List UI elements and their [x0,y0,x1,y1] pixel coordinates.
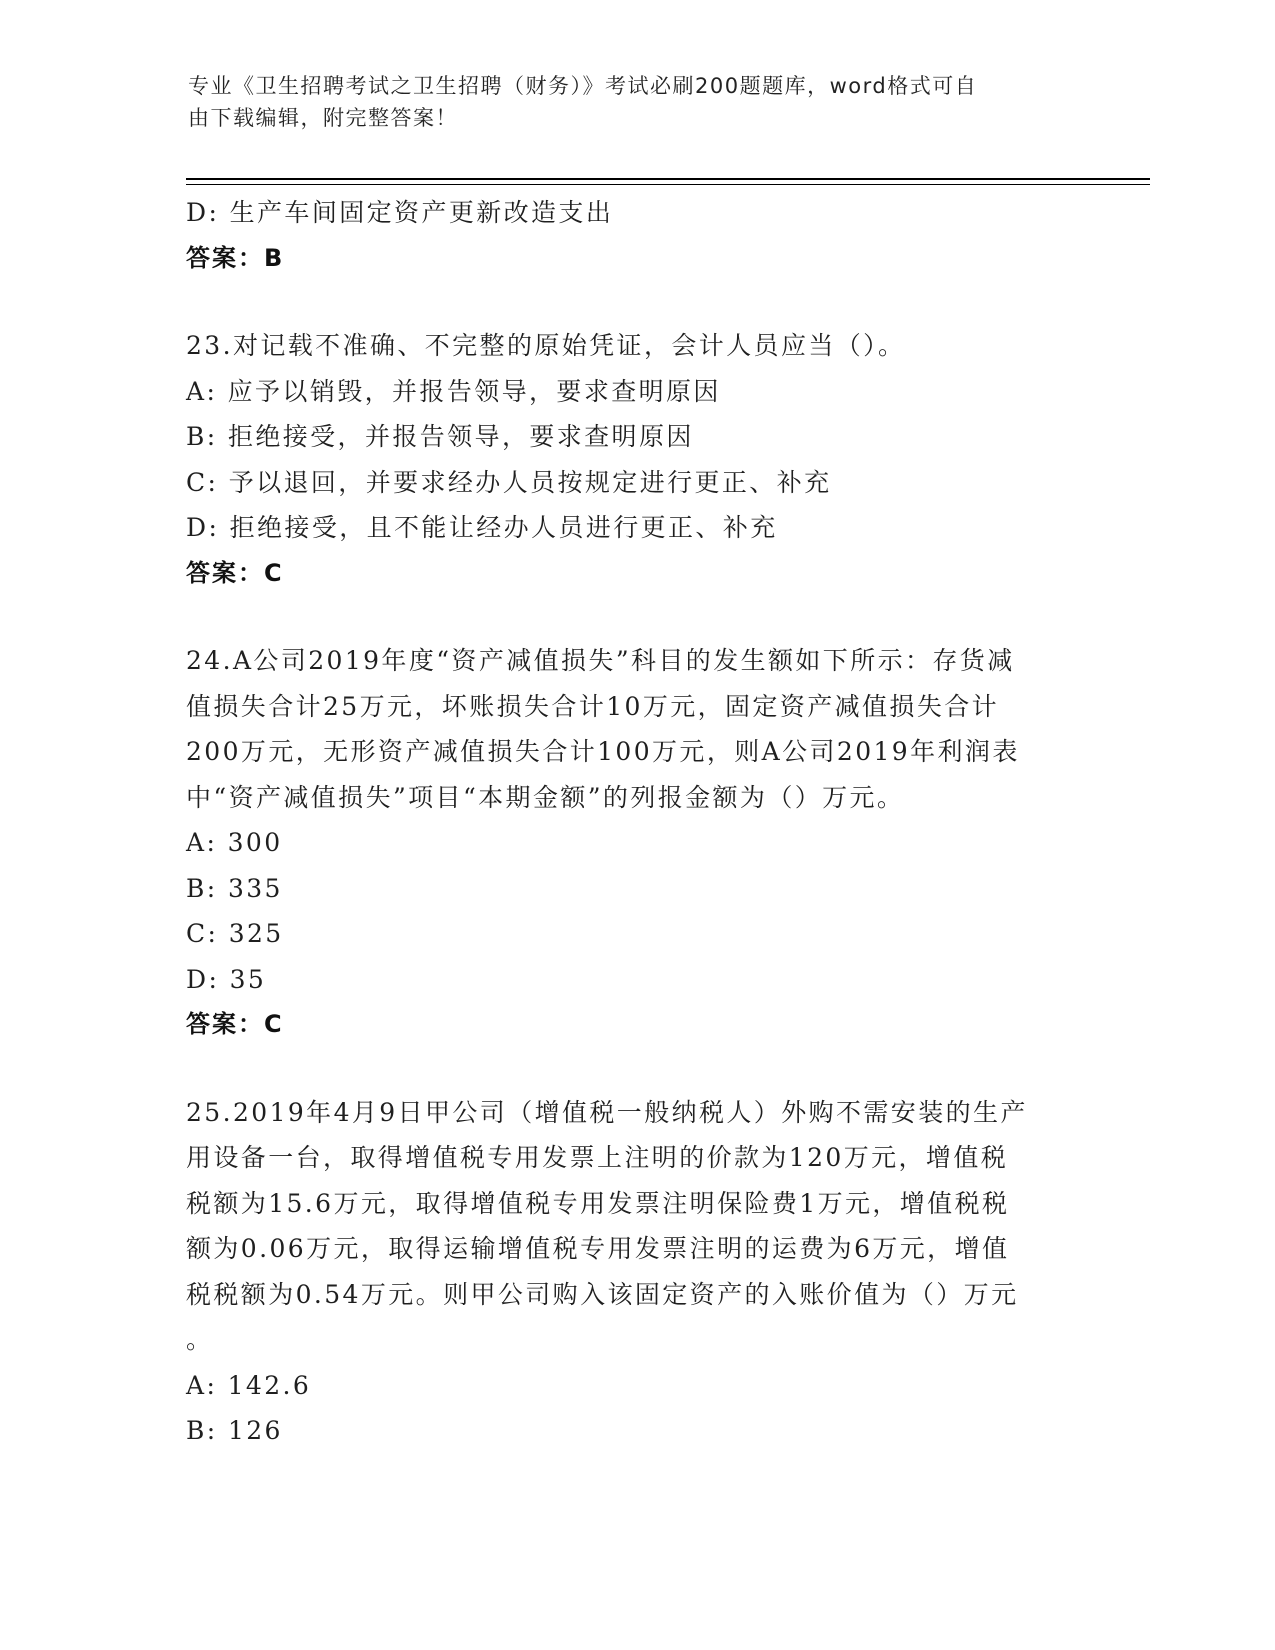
question-stem-line: 值损失合计25万元，坏账损失合计10万元，固定资产减值损失合计 [186,691,1000,721]
option-b: B: 335 [186,873,283,903]
spacer [186,1048,1086,1090]
question-stem-line: 200万元，无形资产减值损失合计100万元，则A公司2019年利润表 [186,737,1020,766]
question-stem-line: 税额为15.6万元，取得增值税专用发票注明保险费1万元，增值税税 [186,1188,1010,1218]
question-stem-line: 24.A公司2019年度“资产减值损失”科目的发生额如下所示：存货减 [186,646,1015,675]
answer-label: 答案：C [186,558,284,587]
option-c: C: 325 [186,919,284,948]
header-line-2: 由下载编辑，附完整答案！ [188,106,458,130]
option-d: D: 拒绝接受，且不能让经办人员进行更正、补充 [186,513,778,542]
option-d: D: 生产车间固定资产更新改造支出 [186,198,614,227]
option-d: D: 35 [186,964,267,994]
page-header [188,70,1068,134]
spacer [186,281,1086,323]
header-line-1: 专业《卫生招聘考试之卫生招聘（财务）》考试必刷200题题库，word格式可自 [188,74,978,98]
spacer [186,596,1086,638]
question-23 [186,323,1086,596]
option-b: B: 126 [186,1416,283,1445]
question-stem-line: 税税额为0.54万元。则甲公司购入该固定资产的入账价值为（）万元 [186,1279,1019,1309]
option-a: A: 应予以销毁，并报告领导，要求查明原因 [186,376,721,406]
question-stem-line: 中“资产减值损失”项目“本期金额”的列报金额为（）万元。 [186,782,905,812]
answer-label: 答案：B [186,243,285,272]
question-stem-line: 25.2019年4月9日甲公司（增值税一般纳税人）外购不需安装的生产 [186,1097,1028,1127]
option-a: A: 300 [186,828,283,857]
option-a: A: 142.6 [186,1370,312,1400]
question-stem-line: 额为0.06万元，取得运输增值税专用发票注明的运费为6万元，增值 [186,1234,1010,1263]
question-22-tail [186,190,1086,281]
document-body [186,190,1086,1454]
question-stem-line: 用设备一台，取得增值税专用发票上注明的价款为120万元，增值税 [186,1143,1009,1172]
question-stem-line: 。 [186,1325,214,1354]
option-b: B: 拒绝接受，并报告领导，要求查明原因 [186,422,694,451]
option-c: C: 予以退回，并要求经办人员按规定进行更正、补充 [186,467,832,497]
header-double-rule [186,178,1150,185]
answer-label: 答案：C [186,1010,284,1038]
question-24 [186,638,1086,1048]
question-25 [186,1090,1086,1454]
question-stem: 23.对记载不准确、不完整的原始凭证，会计人员应当（）。 [186,331,906,360]
